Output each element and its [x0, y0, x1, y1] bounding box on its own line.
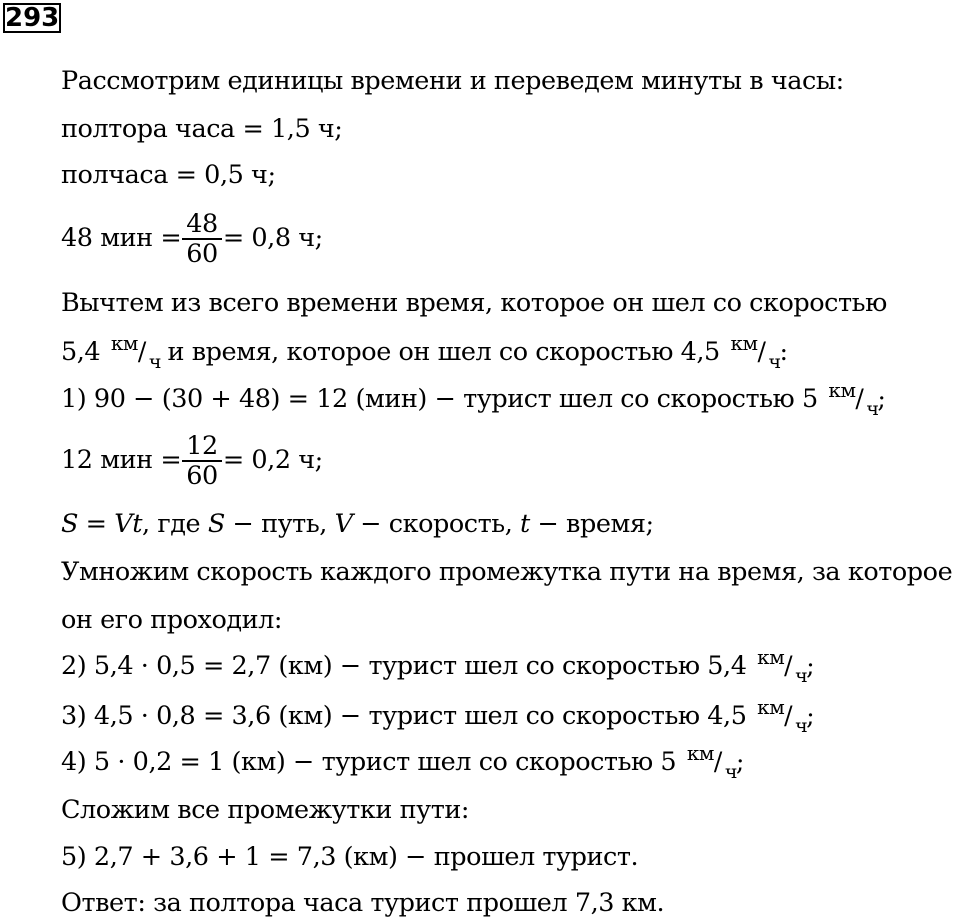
text-line-7 — [61, 378, 886, 420]
text-where: , где — [142, 509, 208, 539]
unit-slash: / — [713, 747, 722, 776]
text-line-14 — [61, 741, 745, 783]
eq-right: = 0,8 ч; — [222, 223, 323, 253]
eq-left: 48 мин = — [61, 223, 182, 253]
text-line-6 — [61, 331, 788, 373]
text-line-12 — [61, 645, 815, 687]
text-path: − путь, — [224, 509, 335, 539]
unit-h: ч — [724, 761, 737, 783]
text-line-3: полчаса = 0,5 ч; — [61, 160, 276, 190]
unit-slash: / — [855, 384, 864, 413]
text-segment: и время, которое он шел со скоростью 4,5 — [167, 337, 720, 367]
formula-line — [61, 509, 654, 539]
fraction-numerator: 48 — [182, 210, 222, 240]
step-4: 4) 5 · 0,2 = 1 (км) − турист шел со скоростью 5 — [61, 747, 677, 777]
text-line-16: 5) 2,7 + 3,6 + 1 = 7,3 (км) − прошел турист. — [61, 842, 639, 872]
var-t: t — [520, 509, 530, 539]
equals: = — [78, 509, 115, 539]
text-time: − время; — [529, 509, 654, 539]
answer-line: Ответ: за полтора часа турист прошел 7,3 км. — [61, 888, 665, 918]
unit-km: км — [757, 645, 785, 669]
fraction-12-60 — [182, 432, 222, 490]
text-line-13 — [61, 695, 815, 737]
semicolon: ; — [806, 651, 815, 681]
unit-h: ч — [866, 398, 879, 420]
unit-km: км — [110, 331, 139, 355]
var-v: V — [334, 509, 353, 539]
unit-km-per-h — [684, 741, 737, 783]
unit-km: км — [757, 695, 785, 719]
fraction-48-60 — [182, 210, 222, 268]
semicolon: ; — [735, 747, 745, 777]
step-2: 2) 5,4 · 0,5 = 2,7 (км) − турист шел со скоростью 5,4 — [61, 651, 747, 681]
eq-right: = 0,2 ч; — [222, 445, 323, 475]
unit-h: ч — [148, 351, 161, 373]
equation-48-min — [61, 210, 323, 268]
fraction-denominator: 60 — [186, 461, 218, 491]
colon: : — [779, 337, 788, 367]
unit-slash: / — [784, 701, 793, 730]
step-1: 1) 90 − (30 + 48) = 12 (мин) − турист шел со скоростью 5 — [61, 384, 818, 414]
var-s: S — [61, 509, 79, 539]
unit-km: км — [730, 331, 758, 355]
unit-km-per-h — [754, 695, 808, 737]
unit-km-per-h — [754, 645, 808, 687]
unit-km: км — [686, 741, 715, 765]
text-line-1: Рассмотрим единицы времени и переведем минуты в часы: — [61, 66, 844, 96]
unit-km-per-h — [825, 378, 879, 420]
fraction-numerator: 12 — [182, 432, 222, 462]
var-s: S — [207, 509, 225, 539]
equation-12-min — [61, 432, 323, 490]
step-3: 3) 4,5 · 0,8 = 3,6 (км) − турист шел со скоростью 4,5 — [61, 701, 747, 731]
problem-number: 293 — [5, 3, 60, 33]
unit-km-per-h — [728, 331, 781, 373]
unit-slash: / — [137, 337, 146, 366]
var-vt: Vt — [114, 509, 143, 539]
unit-h: ч — [795, 665, 808, 687]
text-line-15: Сложим все промежутки пути: — [61, 795, 470, 825]
unit-slash: / — [784, 651, 793, 680]
eq-left: 12 мин = — [61, 445, 182, 475]
semicolon: ; — [806, 701, 815, 731]
unit-slash: / — [757, 337, 766, 366]
text-line-5: Вычтем из всего времени время, которое он шел со скоростью — [61, 288, 887, 318]
unit-km-per-h — [108, 331, 161, 373]
unit-h: ч — [768, 351, 781, 373]
unit-km: км — [828, 378, 856, 402]
unit-h: ч — [795, 715, 808, 737]
text-line-10: Умножим скорость каждого промежутка пути на время, за которое — [61, 557, 953, 587]
fraction-denominator: 60 — [186, 239, 218, 269]
text-line-2: полтора часа = 1,5 ч; — [61, 114, 343, 144]
speed-value: 5,4 — [61, 337, 101, 367]
text-line-11: он его проходил: — [61, 605, 283, 635]
text-speed: − скорость, — [352, 509, 521, 539]
semicolon: ; — [877, 384, 886, 414]
